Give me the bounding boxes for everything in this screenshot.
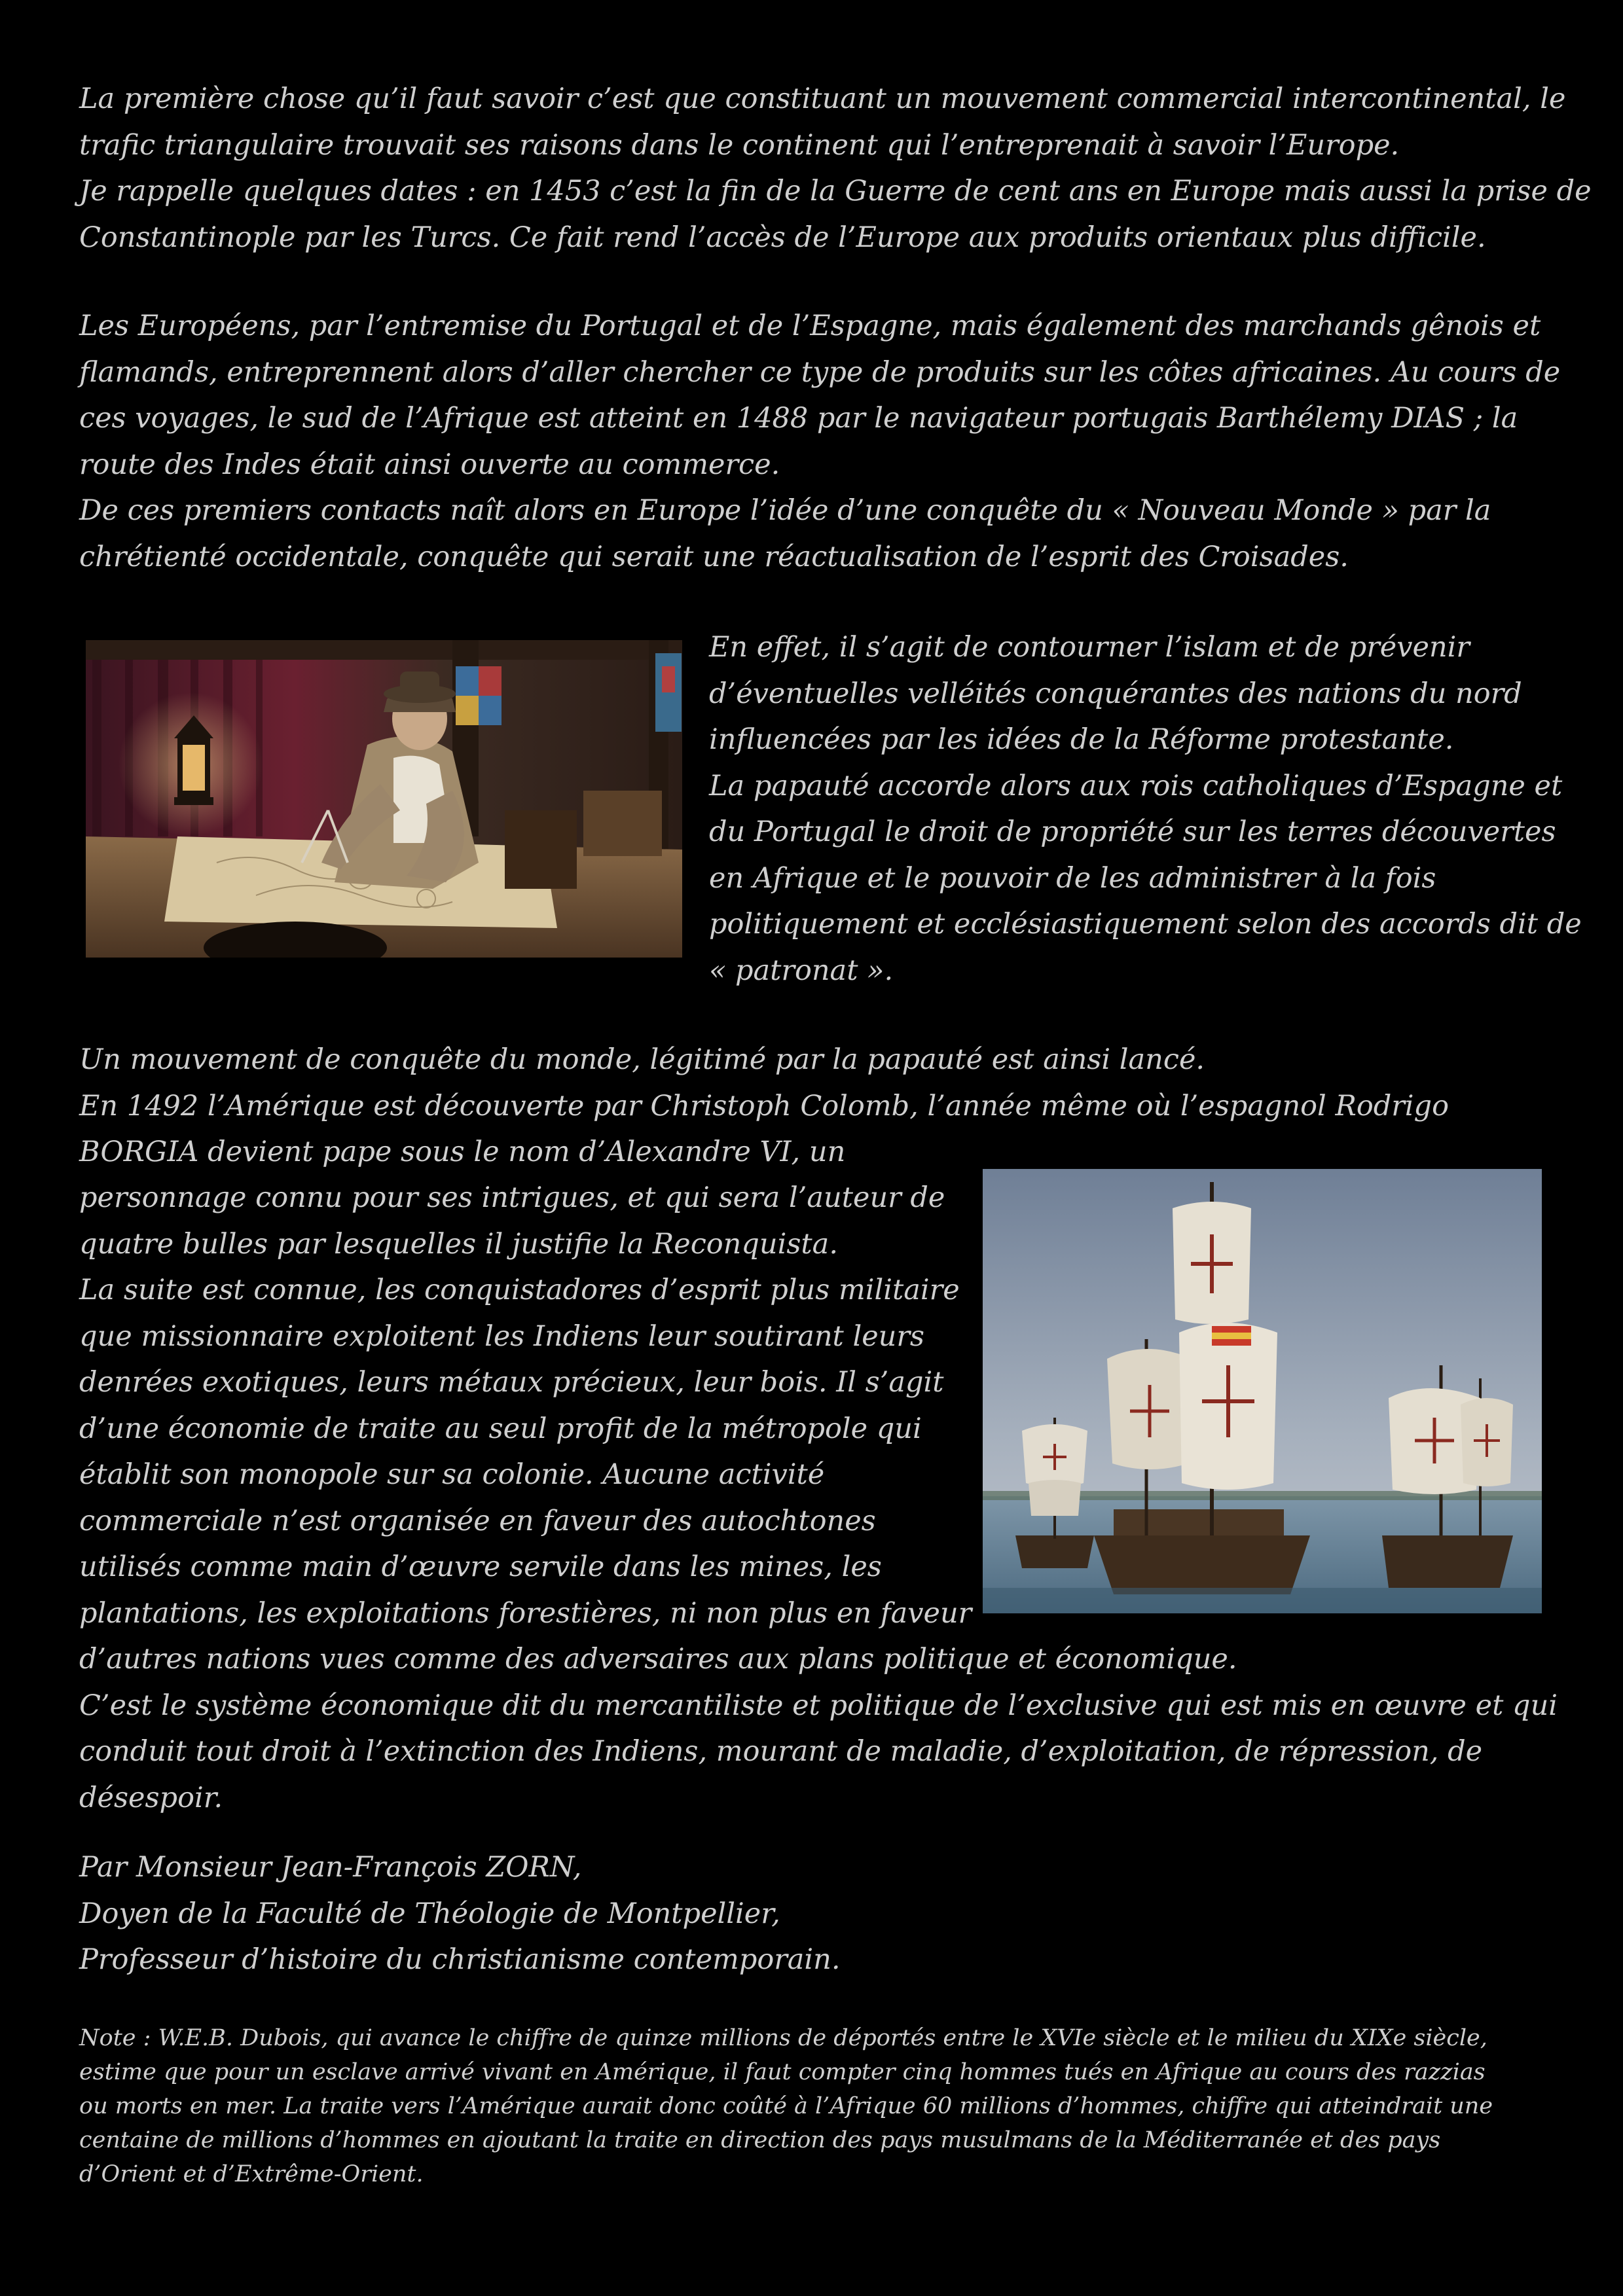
conquest-line: C’est le système économique dit du mercantiliste et politique de l’exclusive qui est mis en œuvre et qui [79, 1689, 1558, 1722]
conquest-line: En 1492 l’Amérique est découverte par Christoph Colomb, l’année même où l’espagnol Rodrigo [79, 1089, 1449, 1122]
conquest-line: d’autres nations vues comme des adversaires aux plans politique et économique. [79, 1643, 1237, 1676]
conquest-line: plantations, les exploitations forestières, ni non plus en faveur [79, 1596, 972, 1630]
signature-line: Doyen de la Faculté de Théologie de Montpellier, [79, 1897, 780, 1930]
intro-line: Constantinople par les Turcs. Ce fait rend l’accès de l’Europe aux produits orientaux plus difficile. [79, 221, 1486, 254]
papacy-paragraph [709, 624, 1582, 994]
papacy-line: du Portugal le droit de propriété sur les terres découvertes [709, 816, 1556, 848]
conquest-line: que missionnaire exploitent les Indiens leur soutirant leurs [79, 1319, 924, 1353]
conquest-line: quatre bulles par lesquelles il justifie la Reconquista. [79, 1227, 838, 1261]
papacy-line: La papauté accorde alors aux rois catholiques d’Espagne et [709, 769, 1563, 802]
europeans-line: flamands, entreprennent alors d’aller chercher ce type de produits sur les côtes africaines. Au cours de [79, 355, 1561, 389]
papacy-line: politiquement et ecclésiastiquement selon des accords dit de [709, 908, 1582, 941]
conquest-line: d’une économie de traite au seul profit de la métropole qui [79, 1412, 922, 1445]
author-signature [79, 1844, 841, 1983]
papacy-line: d’éventuelles velléités conquérantes des nations du nord [709, 677, 1522, 710]
note-line: centaine de millions d’hommes en ajoutant la traite en direction des pays musulmans de la Méditerranée et des pays [79, 2127, 1441, 2153]
europeans-line: route des Indes était ainsi ouverte au commerce. [79, 448, 780, 481]
conquest-line: conduit tout droit à l’extinction des Indiens, mourant de maladie, d’exploitation, de répression, de [79, 1735, 1483, 1768]
conquest-paragraph-top [79, 1037, 1449, 1175]
europeans-line: Les Européens, par l’entremise du Portugal et de l’Espagne, mais également des marchands gênois et [79, 310, 1541, 342]
europeans-line: De ces premiers contacts naît alors en Europe l’idée d’une conquête du « Nouveau Monde » par la [79, 494, 1491, 527]
conquest-line: commerciale n’est organisée en faveur des autochtones [79, 1504, 876, 1537]
europeans-paragraph [79, 303, 1560, 580]
intro-paragraph [79, 76, 1592, 260]
papacy-line: influencées par les idées de la Réforme protestante. [709, 723, 1454, 756]
note-line: estime que pour un esclave arrivé vivant en Amérique, il faut compter cinq hommes tués en Afrique au cours des razzias [79, 2059, 1486, 2085]
intro-line: La première chose qu’il faut savoir c’est que constituant un mouvement commercial intercontinental, le [79, 82, 1566, 115]
intro-line: Je rappelle quelques dates : en 1453 c’est la fin de la Guerre de cent ans en Europe mais aussi la prise de [79, 175, 1592, 207]
conquest-paragraph-wrap [79, 1175, 972, 1636]
conquest-line: utilisés comme main d’œuvre servile dans les mines, les [79, 1551, 882, 1583]
conquest-paragraph-bottom [79, 1636, 1558, 1821]
conquest-line: Un mouvement de conquête du monde, légitimé par la papauté est ainsi lancé. [79, 1043, 1205, 1076]
intro-line: trafic triangulaire trouvait ses raisons dans le continent qui l’entreprenait à savoir l’Europe. [79, 128, 1400, 162]
caravels-photo [983, 1169, 1542, 1613]
conquest-line: La suite est connue, les conquistadores d’esprit plus militaire [79, 1274, 960, 1306]
conquest-line: denrées exotiques, leurs métaux précieux, leur bois. Il s’agit [79, 1366, 944, 1399]
note-line: ou morts en mer. La traite vers l’Amérique aurait donc coûté à l’Afrique 60 millions d’hommes, chiffre qui atteindrait une [79, 2093, 1493, 2119]
note-line: Note : W.E.B. Dubois, qui avance le chiffre de quinze millions de déportés entre le XVIe siècle et le milieu du XIXe siècle, [79, 2025, 1487, 2051]
signature-line: Professeur d’histoire du christianisme contemporain. [79, 1943, 841, 1976]
papacy-line: En effet, il s’agit de contourner l’islam et de prévenir [709, 631, 1470, 664]
europeans-line: ces voyages, le sud de l’Afrique est atteint en 1488 par le navigateur portugais Barthélemy DIAS ; la [79, 402, 1518, 435]
europeans-line: chrétienté occidentale, conquête qui serait une réactualisation de l’esprit des Croisades. [79, 540, 1349, 573]
conquest-line: BORGIA devient pape sous le nom d’Alexandre VI, un [79, 1136, 846, 1168]
navigator-photo [86, 640, 682, 958]
note-line: d’Orient et d’Extrême-Orient. [79, 2161, 424, 2187]
footnote [79, 2021, 1493, 2191]
conquest-line: désespoir. [79, 1781, 223, 1814]
papacy-line: « patronat ». [709, 954, 894, 987]
conquest-line: établit son monopole sur sa colonie. Aucune activité [79, 1458, 825, 1491]
conquest-line: personnage connu pour ses intrigues, et qui sera l’auteur de [79, 1181, 945, 1214]
papacy-line: en Afrique et le pouvoir de les administrer à la fois [709, 861, 1436, 895]
signature-line: Par Monsieur Jean-François ZORN, [79, 1851, 582, 1884]
